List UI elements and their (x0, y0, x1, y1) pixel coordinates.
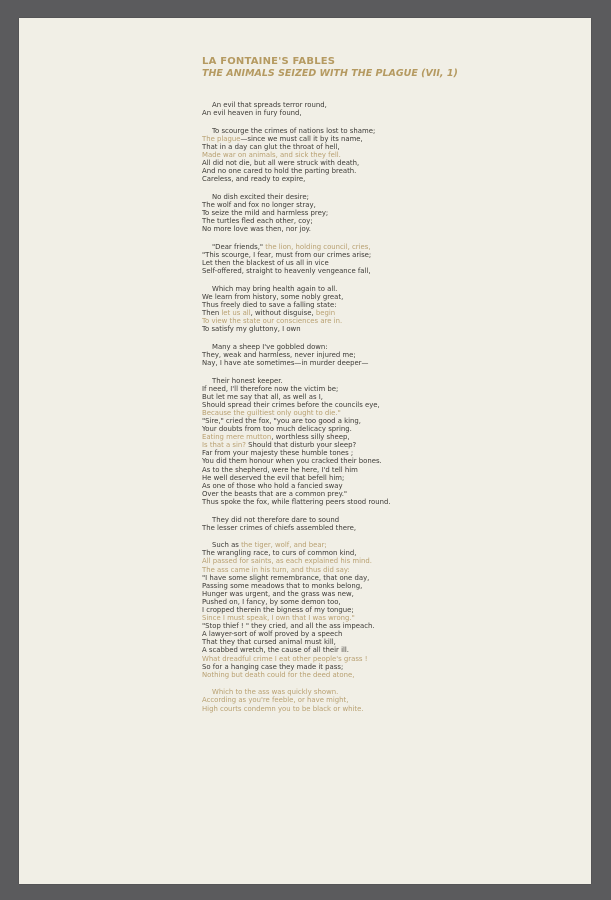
poem-line (202, 251, 432, 259)
poem-line (202, 482, 432, 490)
line-text: Their honest keeper. (212, 376, 283, 385)
poem-line (202, 705, 432, 713)
poem-line (202, 516, 432, 524)
poem-line (202, 201, 432, 209)
poem-line (202, 135, 432, 143)
poem-line (202, 574, 432, 582)
line-text: To scourge the crimes of nations lost to shame; (212, 126, 376, 135)
poem-line (202, 655, 432, 663)
poem-line (202, 638, 432, 646)
poem-line (202, 101, 432, 109)
stanza (202, 285, 432, 334)
highlighted-text: What dreadful crime I eat other people's grass ! (202, 654, 368, 663)
line-text: That they that cursed animal must kill, (202, 638, 336, 647)
line-text: The wrangling race, to curs of common kind, (202, 549, 357, 558)
line-text: Self-offered, straight to heavenly vengeance fall, (202, 267, 371, 276)
line-text: A lawyer-sort of wolf proved by a speech (202, 630, 343, 639)
highlighted-text: let us all (221, 308, 251, 317)
poem-line (202, 622, 432, 630)
highlighted-text: To view the state our consciences are in. (202, 317, 343, 326)
line-text: He well deserved the evil that befell him; (202, 473, 345, 482)
poem-line (202, 343, 432, 351)
poem-line (202, 259, 432, 267)
poem-line (202, 671, 432, 679)
poem-line (202, 359, 432, 367)
stanza (202, 343, 432, 367)
line-text: An evil that spreads terror round, (212, 101, 327, 109)
line-text: So for a hanging case they made it pass; (202, 662, 344, 671)
line-text: All did not die, but all were struck with death, (202, 159, 360, 168)
line-text: A scabbed wretch, the cause of all their ill. (202, 646, 350, 655)
line-text: And no one cared to hold the parting breath. (202, 167, 357, 176)
poem-line (202, 377, 432, 385)
line-text: "Stop thief ! " they cried, and all the ass impeach. (202, 622, 375, 631)
highlighted-text: High courts condemn you to be black or white. (202, 704, 364, 713)
highlighted-text: The ass came in his turn, and thus did say: (202, 565, 350, 574)
poem-line (202, 243, 432, 251)
line-text: "This scourge, I fear, must from our crimes arise; (202, 250, 372, 259)
page-subtitle: THE ANIMALS SEIZED WITH THE PLAGUE (VII, 1) (202, 68, 458, 79)
line-text: The turtles fled each other, coy; (202, 217, 313, 226)
highlighted-text: Since I must speak, I own that I was wrong." (202, 614, 355, 623)
highlighted-text: Is that a sin? (202, 441, 246, 450)
line-text: The wolf and fox no longer stray, (202, 200, 316, 209)
poem-line (202, 524, 432, 532)
poem-line (202, 417, 432, 425)
line-text: "Dear friends," (212, 242, 266, 251)
line-text: No more love was then, nor joy. (202, 225, 311, 234)
stanza (202, 243, 432, 275)
poem-line (202, 606, 432, 614)
poem-body (202, 101, 432, 722)
poem-line (202, 663, 432, 671)
poem-line (202, 433, 432, 441)
stanza (202, 101, 432, 117)
line-text: Which may bring health again to all. (212, 284, 338, 293)
poem-line (202, 590, 432, 598)
poem-line (202, 490, 432, 498)
line-text: The lesser crimes of chiefs assembled there, (202, 523, 357, 532)
poem-line (202, 325, 432, 333)
poem-line (202, 688, 432, 696)
stanza (202, 541, 432, 679)
poem-line (202, 425, 432, 433)
line-text: Passing some meadows that to monks belong, (202, 581, 363, 590)
line-text: Should that disturb your sleep? (245, 441, 357, 450)
highlighted-text: the tiger, wolf, and bear; (241, 541, 327, 550)
line-text: As to the shepherd, were he here, I'd tell him (202, 465, 358, 474)
line-text: Thus freely died to save a falling state: (202, 300, 337, 309)
poem-line (202, 582, 432, 590)
line-text: As one of those who hold a fancied sway (202, 481, 343, 490)
highlighted-text: Nothing but death could for the deed atone, (202, 670, 355, 679)
poem-line (202, 598, 432, 606)
poem-line (202, 267, 432, 275)
line-text: To seize the mild and harmless prey; (202, 209, 329, 218)
poem-line (202, 159, 432, 167)
poem-line (202, 566, 432, 574)
highlighted-text: Which to the ass was quickly shown. (212, 688, 339, 697)
poem-line (202, 143, 432, 151)
line-text: , worthless silly sheep, (271, 433, 350, 442)
line-text: Should spread their crimes before the councils eye, (202, 400, 380, 409)
line-text: —since we must call it by its name, (240, 134, 363, 143)
poem-line (202, 309, 432, 317)
poem-line (202, 293, 432, 301)
highlighted-text: All passed for saints, as each explained his mind. (202, 557, 372, 566)
line-text: Let then the blackest of us all in vice (202, 259, 329, 267)
line-text: Then (202, 308, 222, 317)
poem-line (202, 409, 432, 417)
poem-line (202, 541, 432, 549)
line-text: "Sire," cried the fox, "you are too good a king, (202, 417, 361, 425)
line-text: Over the beasts that are a common prey." (202, 489, 348, 498)
poem-line (202, 549, 432, 557)
page-title: LA FONTAINE'S FABLES (202, 56, 336, 67)
line-text: Far from your majesty these humble tones ; (202, 449, 354, 458)
poem-line (202, 209, 432, 217)
poem-line (202, 630, 432, 638)
poem-line (202, 175, 432, 183)
poem-line (202, 301, 432, 309)
line-text: No dish excited their desire; (212, 192, 309, 201)
highlighted-text: Eating mere mutton (202, 433, 272, 442)
poem-line (202, 498, 432, 506)
line-text: An evil heaven in fury found, (202, 109, 302, 118)
line-text: That in a day can glut the throat of hell, (202, 142, 340, 151)
poem-line (202, 449, 432, 457)
line-text: But let me say that all, as well as I, (202, 392, 323, 401)
poem-line (202, 351, 432, 359)
line-text: "I have some slight remembrance, that one day, (202, 573, 370, 582)
poem-line (202, 646, 432, 654)
poem-line (202, 457, 432, 465)
stanza (202, 377, 432, 507)
highlighted-text: the lion, holding council, cries, (265, 242, 371, 251)
stanza (202, 127, 432, 184)
line-text: Many a sheep I've gobbled down: (212, 342, 328, 351)
stanza (202, 193, 432, 233)
line-text: They, weak and harmless, never injured me; (202, 350, 356, 359)
line-text: I cropped therein the bigness of my tongue; (202, 605, 354, 614)
line-text: Your doubts from too much delicacy spring. (202, 425, 352, 434)
line-text: You did them honour when you cracked their bones. (202, 457, 382, 466)
poem-line (202, 393, 432, 401)
line-text: To satisfy my gluttony, I own (202, 325, 301, 334)
line-text: , without disguise, (250, 308, 316, 317)
poem-line (202, 109, 432, 117)
poem-line (202, 127, 432, 135)
line-text: We learn from history, some nobly great, (202, 292, 344, 301)
highlighted-text: begin (315, 308, 336, 317)
poem-line (202, 317, 432, 325)
poem-line (202, 217, 432, 225)
stanza (202, 516, 432, 532)
highlighted-text: Because the guiltiest only ought to die." (202, 408, 341, 417)
line-text: Such as (212, 541, 242, 550)
poem-line (202, 557, 432, 565)
poem-line (202, 193, 432, 201)
highlighted-text: Made war on animals, and sick they fell. (202, 150, 341, 159)
poem-line (202, 614, 432, 622)
line-text: If need, I'll therefore now the victim be; (202, 384, 339, 393)
poem-line (202, 466, 432, 474)
poem-line (202, 151, 432, 159)
highlighted-text: According as you're feeble, or have might, (202, 696, 349, 705)
poem-line (202, 474, 432, 482)
poem-line (202, 225, 432, 233)
poem-line (202, 441, 432, 449)
poem-line (202, 167, 432, 175)
poem-line (202, 401, 432, 409)
line-text: Hunger was urgent, and the grass was new, (202, 589, 354, 598)
poem-line (202, 385, 432, 393)
stanza (202, 688, 432, 712)
line-text: Pushed on, I fancy, by some demon too, (202, 597, 341, 606)
line-text: They did not therefore dare to sound (212, 515, 340, 524)
highlighted-text: The plague (202, 134, 241, 143)
line-text: Nay, I have ate sometimes—in murder deeper— (202, 358, 369, 367)
poem-line (202, 696, 432, 704)
poem-line (202, 285, 432, 293)
line-text: Thus spoke the fox, while flattering peers stood round. (202, 497, 391, 506)
line-text: Careless, and ready to expire, (202, 175, 306, 184)
